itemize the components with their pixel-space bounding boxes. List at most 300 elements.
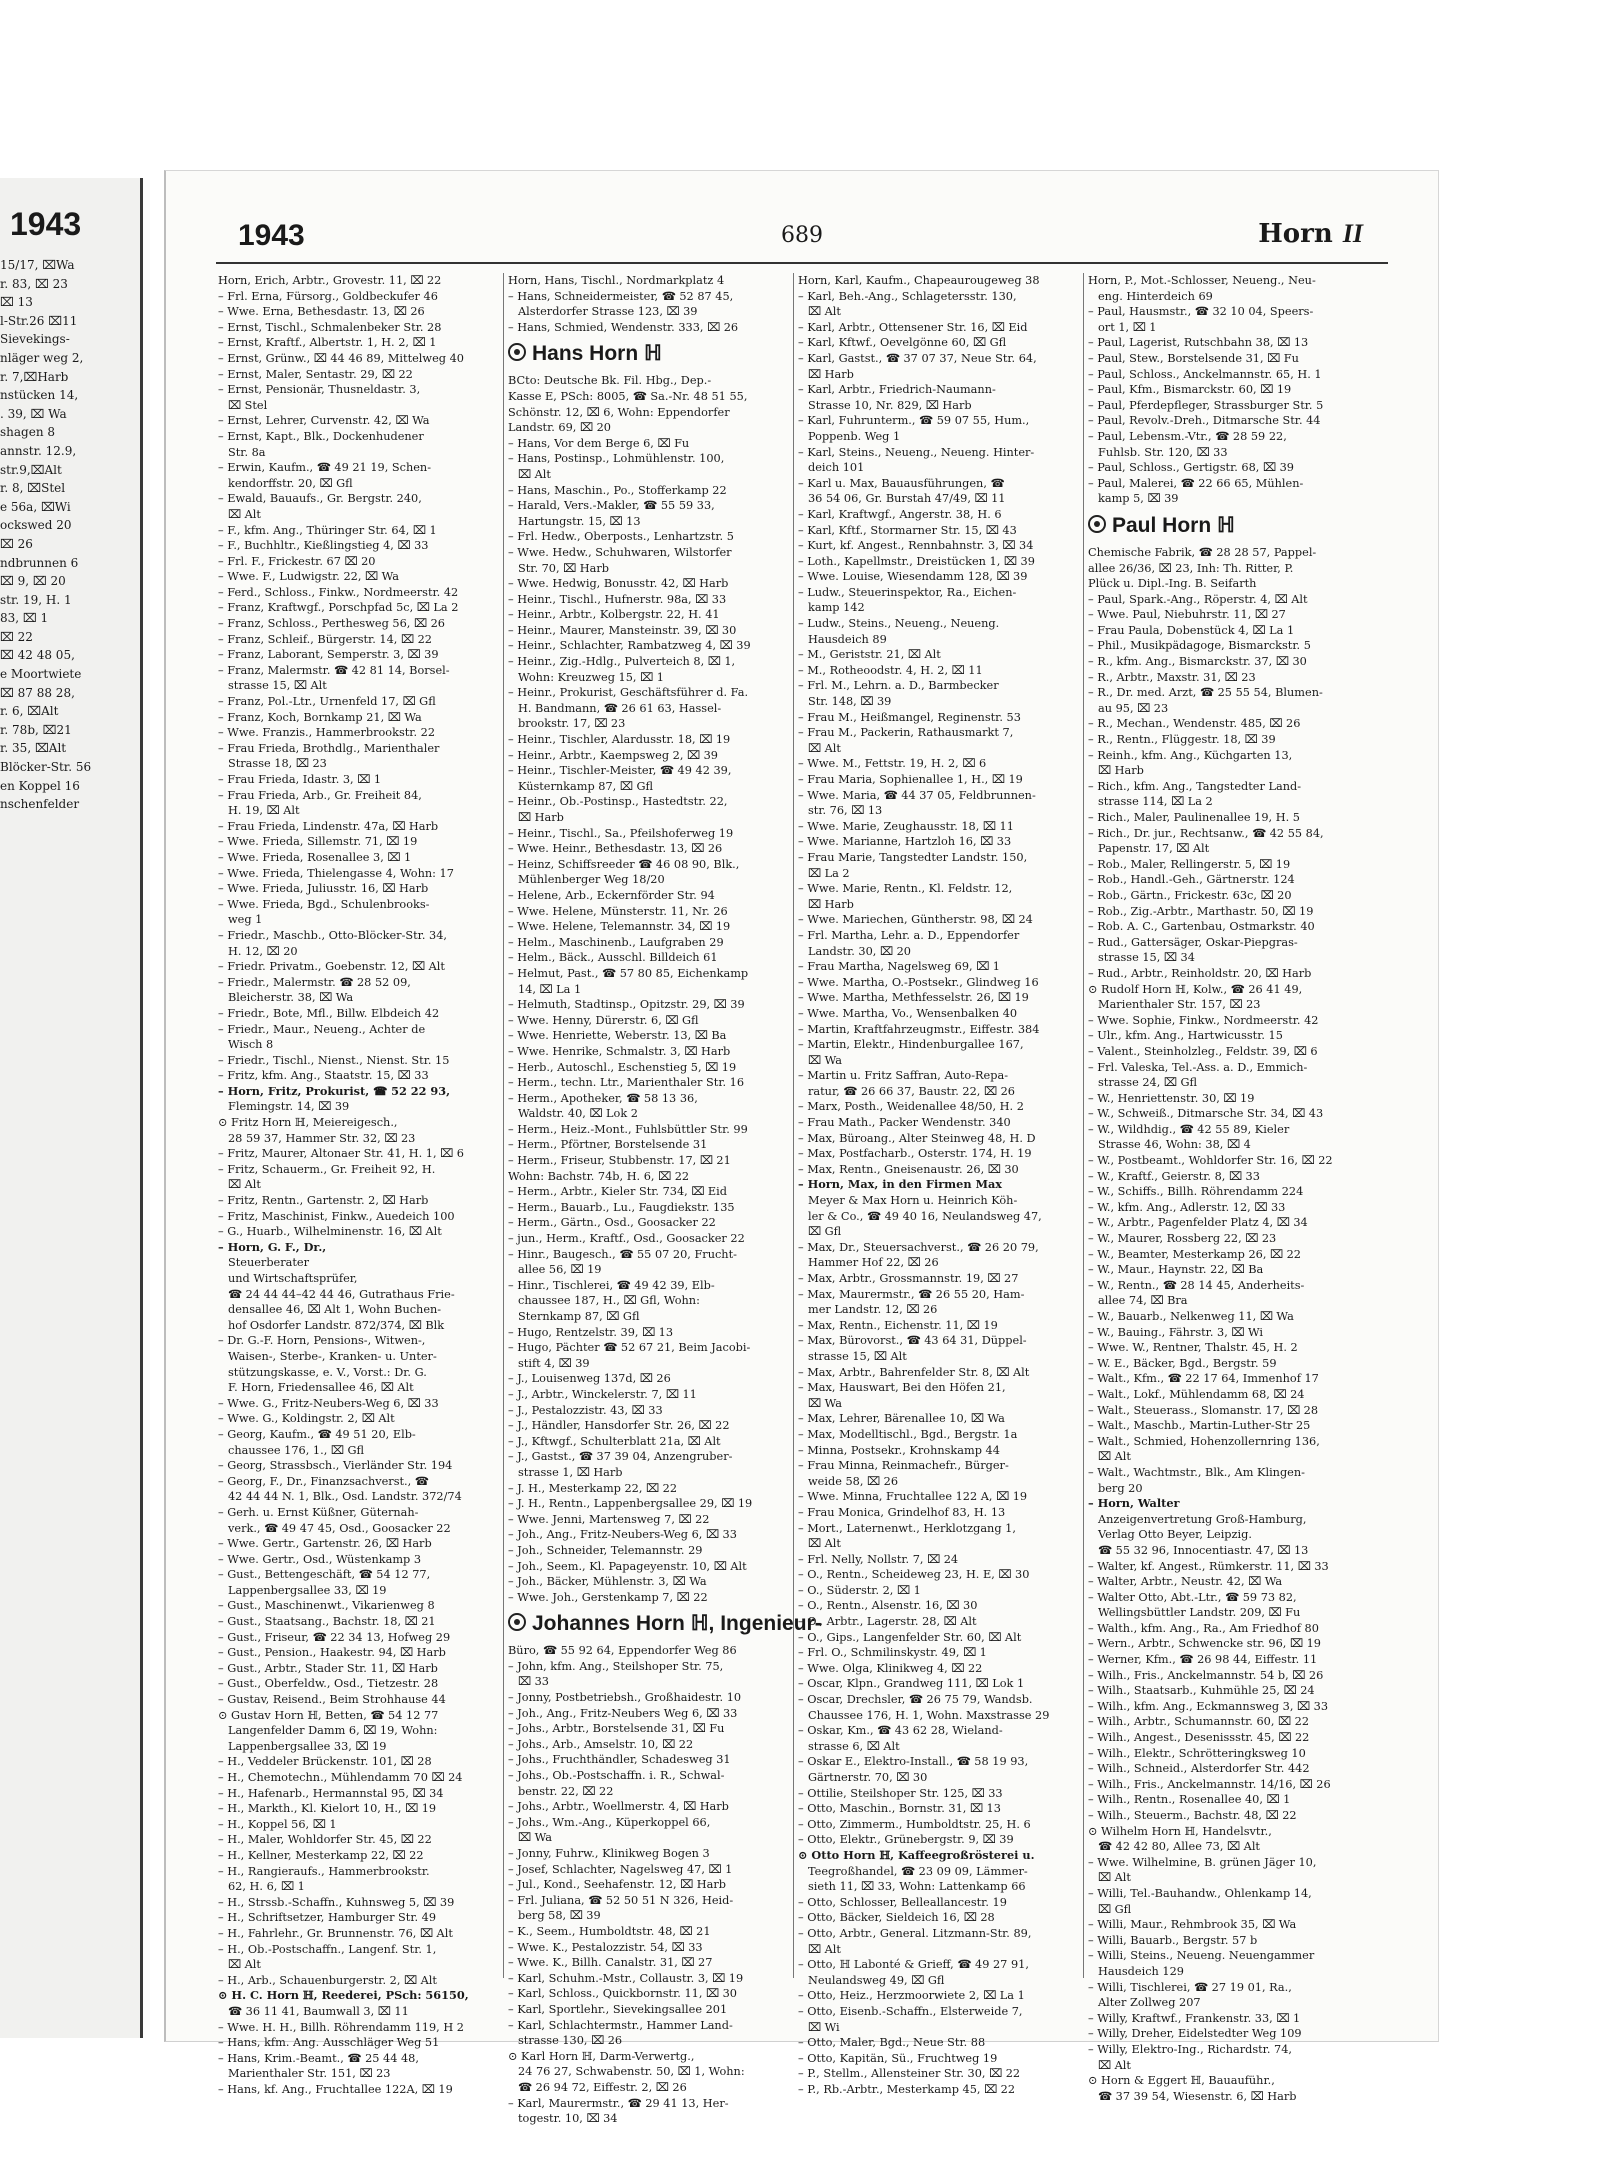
directory-entry: – Willy, Dreher, Eidelstedter Weg 109 [1088, 2027, 1302, 2041]
directory-entry: – Wwe. Frieda, Thielengasse 4, Wohn: 17 [218, 866, 454, 880]
entry-continuation: ⌧ 33 [518, 1675, 549, 1689]
directory-entry: – Frau Maria, Sophienallee 1, H., ⌧ 19 [798, 773, 1023, 786]
directory-entry: – W., Schiffs., Billh. Röhrendamm 224 [1088, 1185, 1304, 1199]
previous-page-line: str.9,⌧Alt [0, 462, 62, 477]
directory-entry: – Otto, ℍ Labonté & Grieff, ☎ 49 27 91, [798, 1958, 1029, 1972]
directory-entry: – Oscar, Drechsler, ☎ 26 75 79, Wandsb. [798, 1693, 1033, 1707]
directory-entry: – R., Arbtr., Maxstr. 31, ⌧ 23 [1088, 670, 1256, 684]
directory-entry: – Wwe. Joh., Gerstenkamp 7, ⌧ 22 [508, 1590, 708, 1604]
directory-entry: – Fritz, kfm. Ang., Staatstr. 15, ⌧ 33 [218, 1069, 429, 1083]
entry-continuation: ☎ 55 32 96, Innocentiastr. 47, ⌧ 13 [1098, 1543, 1309, 1557]
entry-continuation: ort 1, ⌧ 1 [1098, 320, 1157, 334]
directory-entry: – H., Fahrlehr., Gr. Brunnenstr. 76, ⌧ Alt [218, 1926, 453, 1940]
directory-entry: – Wwe. Louise, Wiesendamm 128, ⌧ 39 [798, 570, 1028, 584]
directory-entry: – Hans, Krim.-Beamt., ☎ 25 44 48, [218, 2051, 419, 2065]
directory-entry: – Otto, Schlosser, Belleallancestr. 19 [798, 1895, 1007, 1909]
directory-entry: – Kurt, kf. Angest., Rennbahnstr. 3, ⌧ 34 [798, 539, 1034, 553]
directory-entry: Chemische Fabrik, ☎ 28 28 57, Pappel- [1088, 545, 1317, 559]
directory-entry: – Frau Frieda, Brothdlg., Marienthaler [218, 741, 440, 755]
directory-entry: – Karl, Kraftwgf., Angerstr. 38, H. 6 [798, 507, 1002, 521]
entry-continuation: ⌧ Alt [518, 467, 551, 481]
entry-continuation: 24 76 27, Schwabenstr. 50, ⌧ 1, Wohn: [518, 2065, 745, 2079]
directory-entry: – Hans, Maschin., Po., Stofferkamp 22 [508, 483, 727, 497]
entry-continuation: H. 12, ⌧ 20 [228, 944, 298, 958]
previous-page-line: . 39, ⌧ Wa [0, 406, 67, 421]
directory-entry: – Horn, Fritz, Prokurist, ☎ 52 22 93, [218, 1083, 451, 1098]
column-divider [1083, 273, 1084, 1978]
directory-entry: – Hans, Vor dem Berge 6, ⌧ Fu [508, 436, 690, 450]
directory-entry: – Karl u. Max, Bauausführungen, ☎ [798, 476, 1005, 490]
directory-entry: – Wilh., Rentn., Rosenallee 40, ⌧ 1 [1088, 1793, 1291, 1807]
directory-entry: – Wilh., Steuerm., Bachstr. 48, ⌧ 22 [1088, 1809, 1297, 1822]
directory-entry: – Frl. Hedw., Oberposts., Lenhartzstr. 5 [508, 530, 734, 544]
entry-continuation: Wohn: Kreuzweg 15, ⌧ 1 [518, 670, 664, 684]
firm-heading-text: Hans Horn ℍ [532, 342, 662, 366]
entry-continuation: ler & Co., ☎ 49 40 16, Neulandsweg 47, [808, 1209, 1042, 1223]
directory-entry: – Rich., Dr. jur., Rechtsanw., ☎ 42 55 84, [1088, 826, 1324, 840]
directory-entry: – Wwe. Olga, Klinikweg 4, ⌧ 22 [798, 1661, 983, 1675]
directory-entry: – Frau M., Packerin, Rathausmarkt 7, [798, 726, 1014, 740]
directory-entry: – Wwe. Mariechen, Güntherstr. 98, ⌧ 24 [798, 913, 1033, 927]
running-head-name: Horn [1258, 219, 1333, 249]
directory-entry: – Heinr., Tischl., Sa., Pfeilshoferweg 19 [508, 826, 734, 840]
directory-entry: – Friedr., Tischl., Nienst., Nienst. Str. 15 [218, 1053, 450, 1067]
directory-column-3 [798, 273, 1080, 2097]
directory-entry: – Wwe. Helene, Münsterstr. 11, Nr. 26 [508, 904, 728, 918]
directory-entry: – Harald, Vers.-Makler, ☎ 55 59 33, [508, 499, 715, 513]
directory-entry: – Gust., Pension., Haakestr. 94, ⌧ Harb [218, 1646, 446, 1660]
directory-entry: – W., Henriettenstr. 30, ⌧ 19 [1088, 1091, 1255, 1105]
previous-page-strip [0, 178, 143, 2038]
directory-entry: – Karl, Arbtr., Friedrich-Naumann- [798, 383, 996, 397]
entry-continuation: Chaussee 176, H. 1, Wohn. Maxstrasse 29 [808, 1708, 1050, 1722]
directory-entry: – Frau Monica, Grindelhof 83, H. 13 [798, 1505, 1006, 1519]
directory-entry: – Herm., Friseur, Stubbenstr. 17, ⌧ 21 [508, 1154, 731, 1168]
directory-entry: – Wwe. Hedwig, Bonusstr. 42, ⌧ Harb [508, 577, 729, 591]
directory-entry: – Paul, Hausmstr., ☎ 32 10 04, Speers- [1088, 305, 1314, 319]
directory-entry: – Herm., Pförtner, Borstelsende 31 [508, 1138, 708, 1152]
directory-entry: – Wilh., Elektr., Schrötteringksweg 10 [1088, 1746, 1306, 1760]
directory-entry: – Mort., Laternenwt., Herklotzgang 1, [798, 1521, 1016, 1535]
directory-entry: – W., Maurer, Rossberg 22, ⌧ 23 [1088, 1232, 1277, 1246]
directory-entry: – Max, Rentn., Gneisenaustr. 26, ⌧ 30 [798, 1162, 1019, 1176]
directory-entry: – H., Koppel 56, ⌧ 1 [218, 1817, 337, 1831]
directory-entry: – Otto, Maschin., Bornstr. 31, ⌧ 13 [798, 1802, 1001, 1816]
entry-continuation: Str. 148, ⌧ 39 [808, 695, 892, 709]
entry-continuation: sieth 11, ⌧ 33, Wohn: Lattenkamp 66 [808, 1880, 1026, 1894]
entry-continuation: Landstr. 30, ⌧ 20 [808, 944, 911, 958]
firm-heading [508, 339, 790, 369]
directory-entry: – Rich., Maler, Paulinenallee 19, H. 5 [1088, 811, 1300, 824]
directory-entry: – M., Rotheoodstr. 4, H. 2, ⌧ 11 [798, 663, 983, 677]
directory-entry: – Karl, Schlachtermstr., Hammer Land- [508, 2018, 733, 2032]
directory-entry: – H., Veddeler Brückenstr. 101, ⌧ 28 [218, 1755, 432, 1769]
previous-page-line: e Moortwiete [0, 667, 82, 682]
directory-entry: – Karl, Gastst., ☎ 37 07 37, Neue Str. 64, [798, 351, 1037, 365]
directory-entry: – Wwe. Henny, Dürerstr. 6, ⌧ Gfl [508, 1013, 699, 1027]
directory-entry: – H., Schriftsetzer, Hamburger Str. 49 [218, 1911, 437, 1925]
entry-continuation: strasse 130, ⌧ 26 [518, 2034, 623, 2048]
directory-entry: – Hinr., Baugesch., ☎ 55 07 20, Frucht- [508, 1247, 737, 1261]
directory-entry: – Karl, Steins., Neueng., Neueng. Hinter- [798, 445, 1035, 459]
entry-continuation: Strasse 10, Nr. 829, ⌧ Harb [808, 398, 972, 412]
directory-entry: – Johs., Wm.-Ang., Küperkoppel 66, [508, 1815, 711, 1829]
entry-continuation: eng. Hinterdeich 69 [1098, 289, 1213, 303]
firm-heading-text: Paul Horn ℍ [1112, 513, 1235, 537]
entry-continuation: weide 58, ⌧ 26 [808, 1474, 899, 1488]
directory-page [164, 170, 1439, 2126]
directory-entry: – Georg, Strassbsch., Vierländer Str. 194 [218, 1459, 453, 1473]
directory-entry: – Otto, Bäcker, Sieldeich 16, ⌧ 28 [798, 1911, 995, 1925]
directory-entry: – Rich., kfm. Ang., Tangstedter Land- [1088, 779, 1302, 793]
directory-entry: – Paul, Pferdepfleger, Strassburger Str. 5 [1088, 398, 1324, 412]
directory-entry: – H., Rangieraufs., Hammerbrookstr. [218, 1864, 430, 1878]
previous-page-line: ⌧ 13 [0, 295, 33, 310]
directory-entry: – Franz, Malermstr. ☎ 42 81 14, Borsel- [218, 663, 450, 677]
previous-page-line: ⌧ 26 [0, 536, 33, 551]
entry-continuation: kamp 5, ⌧ 39 [1098, 492, 1179, 506]
directory-entry: – Phil., Musikpädagoge, Bismarckstr. 5 [1088, 639, 1311, 653]
directory-entry: – Herm., techn. Ltr., Marienthaler Str. 16 [508, 1076, 745, 1090]
directory-entry: – Johs., Arbtr., Woellmerstr. 4, ⌧ Harb [508, 1800, 729, 1814]
directory-entry: – Joh., Ang., Fritz-Neubers-Weg 6, ⌧ 33 [508, 1528, 737, 1542]
directory-entry: – Friedr. Privatm., Goebenstr. 12, ⌧ Alt [218, 960, 445, 974]
entry-continuation: ⌧ Alt [1098, 1871, 1131, 1885]
entry-continuation: ⌧ Wi [808, 2020, 840, 2034]
directory-entry: – Friedr., Maschb., Otto-Blöcker-Str. 34, [218, 928, 447, 942]
directory-entry: BCto: Deutsche Bk. Fil. Hbg., Dep.- [508, 374, 712, 388]
directory-entry: – Max, Lehrer, Bärenallee 10, ⌧ Wa [798, 1412, 1005, 1426]
directory-entry: – Willi, Tischlerei, ☎ 27 19 01, Ra., [1088, 1980, 1292, 1994]
directory-entry: – Ernst, Kapt., Blk., Dockenhudener [218, 429, 424, 443]
directory-entry: – Gust., Friseur, ☎ 22 34 13, Hofweg 29 [218, 1630, 451, 1644]
directory-entry: – H., Hafenarb., Hermannstal 95, ⌧ 34 [218, 1786, 444, 1800]
entry-continuation: togestr. 10, ⌧ 34 [518, 2112, 618, 2126]
directory-entry: – Frl. Nelly, Nollstr. 7, ⌧ 24 [798, 1552, 959, 1566]
directory-entry: – Wern., Arbtr., Schwencke str. 96, ⌧ 19 [1088, 1637, 1321, 1651]
directory-entry: Büro, ☎ 55 92 64, Eppendorfer Weg 86 [508, 1644, 737, 1658]
directory-entry: – Marx, Posth., Weidenallee 48/50, H. 2 [798, 1100, 1024, 1114]
previous-page-line: nläger weg 2, [0, 350, 84, 365]
entry-continuation: ratur, ☎ 26 66 37, Baustr. 22, ⌧ 26 [808, 1084, 1015, 1098]
entry-continuation: H. Bandmann, ☎ 26 61 63, Hassel- [518, 701, 722, 715]
previous-page-line: en Koppel 16 [0, 778, 80, 793]
directory-entry: Landstr. 69, ⌧ 20 [508, 421, 611, 435]
entry-continuation: ⌧ Alt [808, 1537, 841, 1551]
directory-entry: – Friedr., Maur., Neueng., Achter de [218, 1022, 426, 1036]
directory-entry: – W., Rentn., ☎ 28 14 45, Anderheits- [1088, 1278, 1305, 1292]
entry-continuation: ⌧ Harb [518, 811, 564, 824]
directory-entry: – Walt., Schmied, Hohenzollernring 136, [1088, 1434, 1320, 1448]
directory-entry: – Walt., Lokf., Mühlendamm 68, ⌧ 24 [1088, 1387, 1305, 1401]
directory-entry: – Ernst, Lehrer, Curvenstr. 42, ⌧ Wa [218, 414, 430, 428]
entry-continuation: Str. 8a [228, 445, 266, 459]
directory-entry: – Johs., Fruchthändler, Schadesweg 31 [508, 1753, 731, 1767]
directory-entry: – Rob., Handl.-Geh., Gärtnerstr. 124 [1088, 873, 1295, 887]
entry-continuation: strasse 15, ⌧ 34 [1098, 951, 1195, 965]
directory-entry: – Horn, Walter [1088, 1496, 1180, 1511]
entry-continuation: ☎ 36 11 41, Baumwall 3, ⌧ 11 [228, 2004, 409, 2018]
directory-entry: – Franz, Schleif., Bürgerstr. 14, ⌧ 22 [218, 632, 432, 646]
directory-entry: – Frl. Juliana, ☎ 52 50 51 N 326, Heid- [508, 1893, 734, 1907]
directory-entry: – Frau Frieda, Idastr. 3, ⌧ 1 [218, 773, 382, 786]
directory-entry: – Frau Marie, Tangstedter Landstr. 150, [798, 850, 1028, 864]
directory-entry: – Rob., Zig.-Arbtr., Marthastr. 50, ⌧ 19 [1088, 904, 1314, 918]
directory-entry: – Franz, Schloss., Perthesweg 56, ⌧ 26 [218, 617, 445, 631]
directory-entry: – Heinr., Schlachter, Rambatzweg 4, ⌧ 39 [508, 639, 751, 653]
entry-continuation: und Wirtschaftsprüfer, [228, 1272, 358, 1285]
entry-continuation: strasse 6, ⌧ Alt [808, 1739, 900, 1753]
directory-entry: ⊙ Horn & Eggert ℍ, Bauauführ., [1088, 2074, 1275, 2088]
directory-entry: – Minna, Postsekr., Krohnskamp 44 [798, 1443, 1000, 1457]
directory-entry: – Helmut, Past., ☎ 57 80 85, Eichenkamp [508, 966, 749, 980]
directory-entry: – Max, Büroang., Alter Steinweg 48, H. D [798, 1131, 1036, 1145]
entry-continuation: brookstr. 17, ⌧ 23 [518, 717, 626, 731]
directory-entry: – Horn, G. F., Dr., [218, 1239, 327, 1254]
directory-entry: – J., Pestalozzistr. 43, ⌧ 33 [508, 1403, 663, 1417]
directory-entry: – Wwe. W., Rentner, Thalstr. 45, H. 2 [1088, 1341, 1298, 1355]
directory-entry: Horn, Erich, Arbtr., Grovestr. 11, ⌧ 22 [218, 274, 442, 287]
entry-continuation: Alsterdorfer Strasse 123, ⌧ 39 [518, 305, 698, 319]
directory-entry: – Wwe. Marianne, Hartzloh 16, ⌧ 33 [798, 835, 1012, 849]
directory-entry: – W., Beamter, Mesterkamp 26, ⌧ 22 [1088, 1247, 1301, 1261]
directory-entry: – Wwe. Frieda, Rosenallee 3, ⌧ 1 [218, 850, 412, 864]
entry-continuation: Papenstr. 17, ⌧ Alt [1098, 842, 1210, 856]
entry-continuation: ☎ 26 94 72, Eiffestr. 2, ⌧ 26 [518, 2080, 687, 2094]
directory-entry: – Heinr., Arbtr., Kolbergstr. 22, H. 41 [508, 608, 720, 622]
entry-continuation: Hausdeich 129 [1098, 1964, 1184, 1978]
directory-entry: – Helmuth, Stadtinsp., Opitzstr. 29, ⌧ 39 [508, 998, 745, 1012]
directory-entry: – Gustav, Reisend., Beim Strohhause 44 [218, 1693, 446, 1707]
entry-continuation: Hammer Hof 22, ⌧ 26 [808, 1256, 939, 1270]
directory-entry: – Georg, Kaufm., ☎ 49 51 20, Elb- [218, 1427, 416, 1441]
directory-entry: – Wwe. G., Koldingstr. 2, ⌧ Alt [218, 1412, 395, 1426]
entry-continuation: Marienthaler Str. 157, ⌧ 23 [1098, 998, 1261, 1012]
directory-entry: ⊙ Karl Horn ℍ, Darm-Verwertg., [508, 2049, 695, 2063]
previous-page-line: annstr. 12.9, [0, 443, 77, 458]
entry-continuation: Hartungstr. 15, ⌧ 13 [518, 514, 641, 528]
directory-entry: – Gust., Staatsang., Bachstr. 18, ⌧ 21 [218, 1615, 436, 1629]
directory-entry: – Wwe. Frieda, Sillemstr. 71, ⌧ 19 [218, 835, 418, 849]
directory-entry: Horn, Karl, Kaufm., Chapeaurougeweg 38 [798, 274, 1040, 287]
previous-page-line: ⌧ 42 48 05, [0, 648, 75, 663]
directory-entry: – Frl. M., Lehrn. a. D., Barmbecker [798, 679, 999, 693]
directory-entry: – Wilh., Fris., Anckelmannstr. 54 b, ⌧ 26 [1088, 1668, 1324, 1682]
directory-entry: – Frau Martha, Nagelsweg 69, ⌧ 1 [798, 960, 1000, 974]
entry-continuation: 36 54 06, Gr. Burstah 47/49, ⌧ 11 [808, 492, 1006, 506]
column-divider [503, 273, 504, 1978]
previous-page-line: ⌧ 87 88 28, [0, 685, 75, 700]
directory-entry: – Wwe. Gertr., Gartenstr. 26, ⌧ Harb [218, 1537, 432, 1551]
directory-entry: – Joh., Ang., Fritz-Neubers Weg 6, ⌧ 33 [508, 1706, 738, 1720]
previous-page-line: r. 7,⌧Harb [0, 369, 69, 384]
entry-continuation: Steuerberater [228, 1256, 310, 1270]
directory-entry: – Karl, Fuhrunterm., ☎ 59 07 55, Hum., [798, 414, 1030, 428]
directory-entry: – Wwe. Maria, ☎ 44 37 05, Feldbrunnen- [798, 788, 1036, 802]
running-head [1258, 219, 1363, 249]
directory-entry: – Ernst, Grünw., ⌧ 44 46 89, Mittelweg 40 [218, 351, 464, 365]
entry-continuation: Teegroßhandel, ☎ 23 09 09, Lämmer- [808, 1864, 1028, 1878]
entry-continuation: ⌧ Alt [228, 1958, 261, 1972]
directory-entry: – J., Arbtr., Winckelerstr. 7, ⌧ 11 [508, 1387, 697, 1401]
entry-continuation: H. 19, ⌧ Alt [228, 804, 300, 818]
directory-entry: – Walt., Steuerass., Slomanstr. 17, ⌧ 28 [1088, 1403, 1319, 1417]
entry-continuation: stützungskasse, e. V., Vorst.: Dr. G. [228, 1365, 427, 1379]
firm-marker-icon [1088, 515, 1106, 533]
entry-continuation: ⌧ Alt [228, 1178, 261, 1192]
entry-continuation: benstr. 22, ⌧ 22 [518, 1784, 614, 1798]
entry-continuation: ⌧ Harb [808, 367, 854, 381]
directory-entry: – H., Maler, Wohldorfer Str. 45, ⌧ 22 [218, 1833, 432, 1847]
previous-page-line: nstücken 14, [0, 388, 79, 403]
entry-continuation: Sternkamp 87, ⌧ Gfl [518, 1310, 640, 1323]
previous-page-line: r. 78b, ⌧21 [0, 722, 72, 737]
entry-continuation: ⌧ Alt [1098, 1450, 1131, 1464]
directory-entry: Kasse E, PSch: 8005, ☎ Sa.-Nr. 48 51 55, [508, 389, 748, 403]
directory-entry: – Joh., Schneider, Telemannstr. 29 [508, 1543, 703, 1557]
directory-entry: – Herb., Autoschl., Eschenstieg 5, ⌧ 19 [508, 1060, 737, 1074]
directory-entry: – Willi, Bauarb., Bergstr. 57 b [1088, 1933, 1258, 1947]
directory-entry: – G., Huarb., Wilhelminenstr. 16, ⌧ Alt [218, 1225, 442, 1239]
directory-entry: – Werner, Kfm., ☎ 26 98 44, Eiffestr. 11 [1088, 1653, 1318, 1667]
entry-continuation: Anzeigenvertretung Groß-Hamburg, [1098, 1512, 1307, 1526]
directory-entry: – W., Maur., Haynstr. 22, ⌧ Ba [1088, 1263, 1264, 1277]
entry-continuation: kamp 142 [808, 601, 865, 615]
directory-entry: – W. E., Bäcker, Bgd., Bergstr. 59 [1088, 1356, 1277, 1370]
directory-entry: – Herm., Bauarb., Lu., Faugdiekstr. 135 [508, 1200, 735, 1214]
directory-entry: – Franz, Pol.-Ltr., Urnenfeld 17, ⌧ Gfl [218, 695, 436, 709]
previous-page-text [0, 256, 136, 814]
directory-entry: – Wwe. Sophie, Finkw., Nordmeerstr. 42 [1088, 1013, 1319, 1027]
directory-entry: – Georg, F., Dr., Finanzsachverst., ☎ [218, 1474, 429, 1488]
directory-entry: – Wwe. Hedw., Schuhwaren, Wilstorfer [508, 545, 732, 559]
directory-entry: – Willy, Kraftwf., Frankenstr. 33, ⌧ 1 [1088, 2011, 1301, 2025]
directory-entry: – Frau Paula, Dobenstück 4, ⌧ La 1 [1088, 623, 1295, 637]
previous-page-line: ndbrunnen 6 [0, 555, 79, 570]
directory-entry: – Gust., Arbtr., Stader Str. 11, ⌧ Harb [218, 1661, 438, 1675]
entry-continuation: strasse 15, ⌧ Alt [808, 1349, 907, 1363]
previous-page-line: ⌧ 22 [0, 629, 33, 644]
directory-entry: – Jul., Kond., Seehafenstr. 12, ⌧ Harb [508, 1878, 726, 1892]
directory-entry: – R., Dr. med. Arzt, ☎ 25 55 54, Blumen- [1088, 686, 1323, 700]
directory-entry: – Rob. A. C., Gartenbau, Ostmarkstr. 40 [1088, 920, 1315, 934]
directory-entry: – Paul, Malerei, ☎ 22 66 65, Mühlen- [1088, 476, 1304, 490]
directory-entry: – Karl, Sportlehr., Sievekingsallee 201 [508, 2002, 728, 2016]
directory-entry: – Max, Maurermstr., ☎ 26 55 20, Ham- [798, 1287, 1025, 1301]
directory-entry: – Frl. F., Frickestr. 67 ⌧ 20 [218, 554, 376, 568]
firm-heading-text: Johannes Horn ℍ, Ingenieur- [532, 1612, 822, 1636]
directory-entry: – R., Mechan., Wendenstr. 485, ⌧ 26 [1088, 717, 1301, 731]
entry-continuation: weg 1 [228, 913, 263, 927]
entry-continuation: strasse 114, ⌧ La 2 [1098, 795, 1213, 809]
entry-continuation: Lappenbergsallee 33, ⌧ 19 [228, 1739, 387, 1753]
entry-continuation: strasse 24, ⌧ Gfl [1098, 1076, 1198, 1090]
directory-entry: – Max, Arbtr., Bahrenfelder Str. 8, ⌧ Alt [798, 1365, 1030, 1379]
directory-entry: – Ferd., Schloss., Finkw., Nordmeerstr. 42 [218, 585, 459, 599]
directory-entry: – J., Händler, Hansdorfer Str. 26, ⌧ 22 [508, 1419, 730, 1433]
entry-continuation: Str. 70, ⌧ Harb [518, 561, 610, 575]
directory-entry: – F., Buchhltr., Kießlingstieg 4, ⌧ 33 [218, 539, 429, 553]
directory-entry: – Ludw., Steins., Neueng., Neueng. [798, 617, 1000, 631]
directory-entry: – Friedr., Malermstr. ☎ 28 52 09, [218, 975, 411, 989]
directory-entry: – Johs., Arb., Amselstr. 10, ⌧ 22 [508, 1737, 694, 1751]
entry-continuation: ⌧ Harb [808, 897, 854, 911]
entry-continuation: Hausdeich 89 [808, 632, 887, 646]
directory-entry: – Martin, Kraftfahrzeugmstr., Eiffestr. 384 [798, 1022, 1040, 1036]
directory-entry: – Paul, Kfm., Bismarckstr. 60, ⌧ 19 [1088, 383, 1292, 397]
entry-continuation: ⌧ Gfl [1098, 1902, 1132, 1916]
previous-page-line: r. 35, ⌧Alt [0, 741, 67, 756]
entry-continuation: Lappenbergsallee 33, ⌧ 19 [228, 1583, 387, 1597]
directory-entry: – Hans, Schmied, Wendenstr. 333, ⌧ 26 [508, 320, 739, 334]
directory-entry: – Dr. G.-F. Horn, Pensions-, Witwen-, [218, 1334, 426, 1348]
firm-heading [1088, 511, 1388, 541]
directory-entry: – Wwe. M., Fettstr. 19, H. 2, ⌧ 6 [798, 757, 987, 771]
entry-continuation: mer Landstr. 12, ⌧ 26 [808, 1303, 938, 1317]
entry-continuation: ☎ 37 39 54, Wiesenstr. 6, ⌧ Harb [1098, 2089, 1297, 2103]
directory-entry: – Martin u. Fritz Saffran, Auto-Repa- [798, 1069, 1009, 1083]
page-number: 689 [781, 223, 823, 248]
entry-continuation: ☎ 24 44 44–42 44 46, Gutrathaus Frie- [228, 1287, 455, 1301]
directory-entry: – Max, Postfacharb., Osterstr. 174, H. 19 [798, 1147, 1032, 1161]
directory-entry: – Wwe. H. H., Billh. Röhrendamm 119, H 2 [218, 2020, 464, 2034]
directory-entry: – Helm., Bäck., Ausschl. Billdeich 61 [508, 951, 718, 965]
directory-entry: – Friedr., Bote, Mfl., Billw. Elbdeich 42 [218, 1006, 440, 1020]
directory-entry: – Ernst, Tischl., Schmalenbeker Str. 28 [218, 320, 442, 334]
directory-entry: – Wilh., Staatsarb., Kuhmühle 25, ⌧ 24 [1088, 1684, 1315, 1698]
entry-continuation: ⌧ Wa [518, 1831, 552, 1845]
directory-entry: – Heinr., Tischler, Alardusstr. 18, ⌧ 19 [508, 733, 731, 747]
directory-entry: – Ludw., Steuerinspektor, Ra., Eichen- [798, 585, 1017, 599]
entry-continuation: Alter Zollweg 207 [1098, 1996, 1201, 2010]
entry-continuation: ⌧ Stel [228, 398, 268, 412]
directory-entry: – Frau Minna, Reinmachefr., Bürger- [798, 1459, 1009, 1473]
entry-continuation: Poppenb. Weg 1 [808, 429, 901, 443]
directory-entry: – H., Kellner, Mesterkamp 22, ⌧ 22 [218, 1848, 424, 1862]
entry-continuation: allee 74, ⌧ Bra [1098, 1294, 1188, 1308]
directory-entry: – J., Louisenweg 137d, ⌧ 26 [508, 1372, 671, 1386]
directory-entry: – Wwe. Jenni, Martensweg 7, ⌧ 22 [508, 1512, 710, 1526]
entry-continuation: chaussee 187, H., ⌧ Gfl, Wohn: [518, 1294, 700, 1308]
directory-entry: – Gerh. u. Ernst Küßner, Güternah- [218, 1505, 419, 1519]
header-rule [216, 262, 1388, 264]
directory-entry: – Heinr., Maurer, Mansteinstr. 39, ⌧ 30 [508, 623, 737, 637]
entry-continuation: Meyer & Max Horn u. Heinrich Köh- [808, 1194, 1018, 1208]
previous-page-line: Blöcker-Str. 56 [0, 760, 92, 775]
previous-page-line: r. 8, ⌧Stel [0, 481, 66, 496]
directory-column-1 [218, 273, 500, 2097]
directory-entry: – Wwe. Franzis., Hammerbrookstr. 22 [218, 726, 436, 740]
directory-entry: – Karl, Arbtr., Ottensener Str. 16, ⌧ Eid [798, 320, 1028, 334]
entry-continuation: Flemingstr. 14, ⌧ 39 [228, 1100, 350, 1114]
directory-entry: – Frau Frieda, Lindenstr. 47a, ⌧ Harb [218, 819, 439, 833]
directory-entry: – O., Arbtr., Lagerstr. 28, ⌧ Alt [798, 1615, 977, 1629]
directory-entry: – H., Ob.-Postschaffn., Langenf. Str. 1, [218, 1942, 437, 1956]
directory-entry: – Wwe. Erna, Bethesdastr. 13, ⌧ 26 [218, 305, 425, 319]
previous-page-line: ⌧ 9, ⌧ 20 [0, 574, 66, 589]
directory-entry: – W., Bauing., Fährstr. 3, ⌧ Wi [1088, 1325, 1264, 1339]
previous-page-line: ockswed 20 [0, 518, 72, 533]
directory-entry: – Joh., Seem., Kl. Papageyenstr. 10, ⌧ Alt [508, 1559, 747, 1573]
directory-entry: – jun., Herm., Kraftf., Osd., Goosacker 22 [508, 1232, 745, 1246]
directory-entry: – Heinr., Tischl., Hufnerstr. 98a, ⌧ 33 [508, 592, 727, 606]
directory-entry: – Karl, Maurermstr., ☎ 29 41 13, Her- [508, 2096, 729, 2110]
directory-entry: – Johs., Arbtr., Borstelsende 31, ⌧ Fu [508, 1722, 725, 1736]
entry-continuation: kendorffstr. 20, ⌧ Gfl [228, 476, 353, 490]
entry-continuation: ⌧ Alt [228, 507, 261, 521]
directory-entry: – Otto, Eisenb.-Schaffn., Elsterweide 7, [798, 2004, 1023, 2018]
header-year: 1943 [238, 219, 305, 252]
